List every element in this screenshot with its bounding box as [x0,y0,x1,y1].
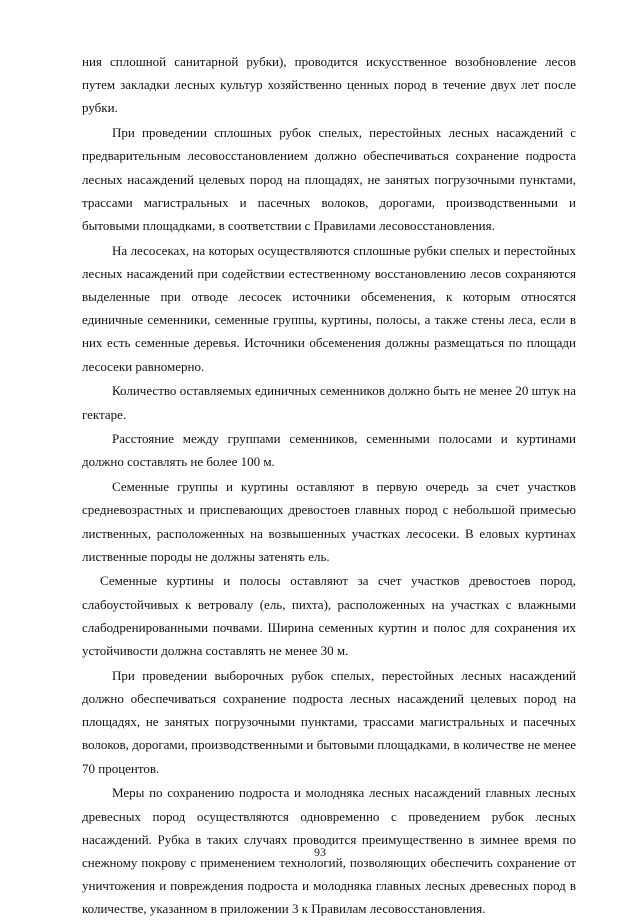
page-number: 93 [314,845,326,859]
paragraph-seed-groups: Семенные группы и куртины оставляют в первую очередь за счет участков средневозрастных и приспевающих древостоев главных пород с небольшой примесью лиственных, расположенных на возвышенных участках лесосеки. В еловых куртинах лиственные породы не должны затенять ель. [82,479,576,564]
paragraph-undergrowth-measures: Меры по сохранению подроста и молодняка лесных насаждений главных лесных древесных пород осуществляются одновременно с проведением рубок лесных насаждений. Рубка в таких случаях проводится преимущественно в зимнее время по снежному покрову с применением технологий, позволяющих обеспечить сохранение от уничтожения и повреждения подроста и молодняка главных лесных древесных пород в количестве, указанном в приложении 3 к Правилам лесовосстановления. [82,785,576,917]
paragraph-seed-sources: На лесосеках, на которых осуществляются сплошные рубки спелых и перестойных лесных насаждений при содействии естественному восстановлению лесов сохраняются выделенные при отводе лесосек источники обсеменения, к которым относятся единичные семенники, семенные группы, куртины, полосы, а также стены леса, если в них есть семенные деревья. Источники обсеменения должны размещаться по площади лесосеки равномерно. [82,242,576,374]
paragraph-group-distance: Расстояние между группами семенников, семенными полосами и куртинами должно составлять не более 100 м. [82,431,576,470]
paragraph-selective-cutting: При проведении выборочных рубок спелых, перестойных лесных насаждений должно обеспечиваться сохранение подроста лесных насаждений целевых пород на площадях, не занятых погрузочными пунктами, трассами магистральных и пасечных волоков, дорогами, производственными и бытовыми площадками, в количестве не менее 70 процентов. [82,667,576,776]
paragraph-preliminary-reforestation: При проведении сплошных рубок спелых, перестойных лесных насаждений с предварительным лесовосстановлением должно обеспечиваться сохранение подроста лесных насаждений целевых пород на площадях, не занятых погрузочными пунктами, трассами магистральных и пасечных волоков, дорогами, производственными и бытовыми площадками, в соответствии с Правилами лесовосстановления. [82,125,576,233]
paragraph-seed-strips: Семенные куртины и полосы оставляют за счет участков древостоев пород, слабоустойчивых к ветровалу (ель, пихта), расположенных на участках с влажными слабодренированными почвами. Ширина семенных куртин и полос для сохранения их устойчивости должна составлять не менее 30 м. [82,573,576,659]
paragraph-seed-tree-count: Количество оставляемых единичных семенников должно быть не менее 20 штук на гектаре. [82,383,576,422]
body-text [82,50,576,922]
paragraph-continuation: ния сплошной санитарной рубки), проводится искусственное возобновление лесов путем закладки лесных культур хозяйственно ценных пород в течение двух лет после рубки. [82,54,576,116]
